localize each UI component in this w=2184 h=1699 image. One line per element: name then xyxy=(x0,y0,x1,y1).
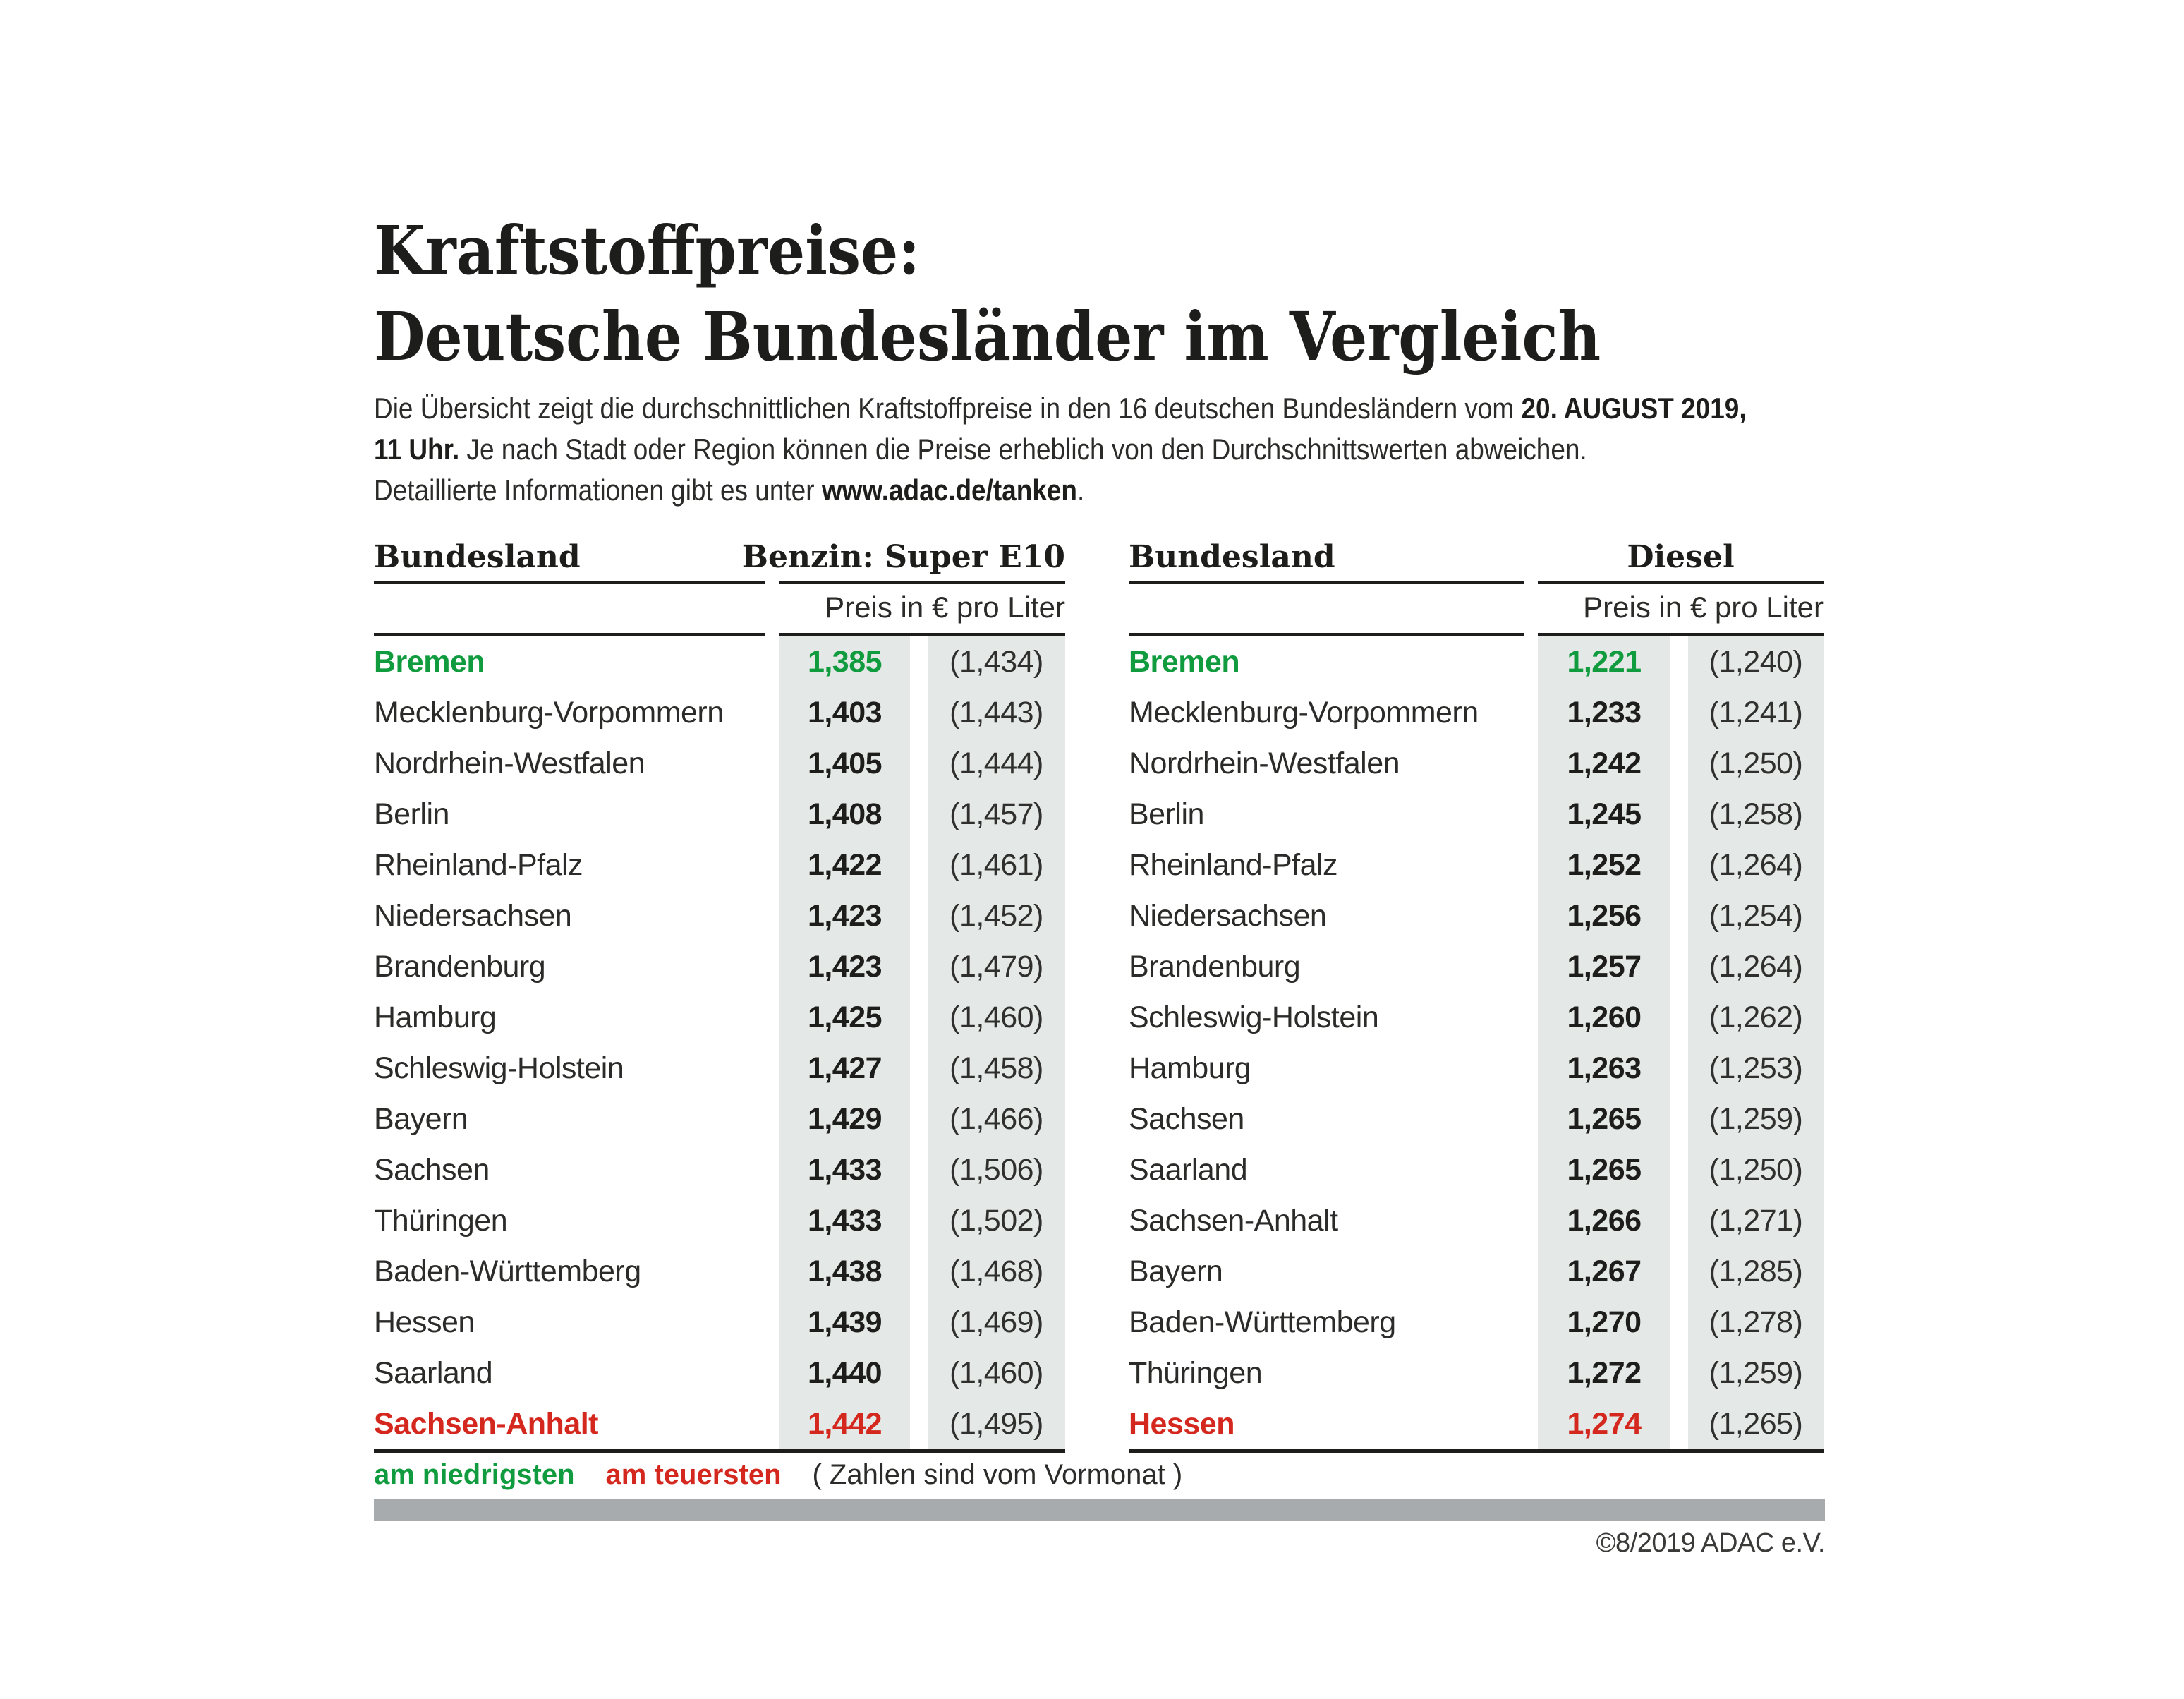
state-name: Mecklenburg-Vorpommern xyxy=(1129,695,1479,730)
current-price: 1,257 xyxy=(1538,941,1670,992)
current-price: 1,267 xyxy=(1538,1246,1670,1297)
current-price: 1,265 xyxy=(1538,1144,1670,1195)
previous-month-price: (1,434) xyxy=(928,636,1065,687)
current-price: 1,272 xyxy=(1538,1348,1670,1398)
diesel-price-unit-label: Preis in € pro Liter xyxy=(1538,584,1824,636)
legend-highest-label: am teuersten xyxy=(605,1459,782,1490)
previous-month-price: (1,271) xyxy=(1688,1195,1824,1246)
state-name: Sachsen-Anhalt xyxy=(1129,1203,1338,1238)
diesel-subheader-spacer xyxy=(1129,584,1524,636)
table-row xyxy=(374,1195,1065,1246)
benzin-state-column-header: Bundesland xyxy=(374,547,765,584)
state-name: Baden-Württemberg xyxy=(374,1254,641,1288)
current-price: 1,403 xyxy=(779,687,910,738)
benzin-table-header xyxy=(374,539,1065,584)
state-name: Saarland xyxy=(374,1355,493,1390)
table-row xyxy=(1129,1043,1824,1094)
previous-month-price: (1,265) xyxy=(1688,1398,1824,1449)
footer-bar xyxy=(374,1499,1825,1521)
table-row xyxy=(374,1246,1065,1297)
previous-month-price: (1,443) xyxy=(928,687,1065,738)
diesel-table xyxy=(1129,539,1824,1453)
previous-month-price: (1,495) xyxy=(928,1398,1065,1449)
previous-month-price: (1,259) xyxy=(1688,1348,1824,1398)
intro-line-2-text: Je nach Stadt oder Region können die Preise erheblich von den Durchschnittswerten abweichen. xyxy=(459,433,1587,466)
state-name: Brandenburg xyxy=(374,949,546,984)
previous-month-price: (1,460) xyxy=(928,1348,1065,1398)
previous-month-price: (1,502) xyxy=(928,1195,1065,1246)
state-name: Schleswig-Holstein xyxy=(374,1051,624,1085)
state-name: Sachsen xyxy=(1129,1101,1244,1136)
previous-month-price: (1,460) xyxy=(928,992,1065,1043)
current-price: 1,405 xyxy=(779,738,910,789)
state-name: Thüringen xyxy=(1129,1355,1263,1390)
table-row xyxy=(374,941,1065,992)
current-price: 1,252 xyxy=(1538,840,1670,890)
previous-month-price: (1,468) xyxy=(928,1246,1065,1297)
previous-month-price: (1,264) xyxy=(1688,941,1824,992)
previous-month-price: (1,458) xyxy=(928,1043,1065,1094)
page-title xyxy=(374,208,1601,380)
state-name: Bayern xyxy=(1129,1254,1223,1288)
diesel-table-header xyxy=(1129,539,1824,584)
state-name: Bremen xyxy=(374,644,485,679)
page-title-line-1: Kraftstoffpreise: xyxy=(374,212,921,290)
intro-line-3 xyxy=(374,470,1747,511)
previous-month-price: (1,241) xyxy=(1688,687,1824,738)
previous-month-price: (1,479) xyxy=(928,941,1065,992)
current-price: 1,429 xyxy=(779,1094,910,1144)
state-name: Bayern xyxy=(374,1101,468,1136)
legend-lowest-label: am niedrigsten xyxy=(374,1459,575,1490)
previous-month-price: (1,452) xyxy=(928,890,1065,941)
table-row xyxy=(374,840,1065,890)
current-price: 1,266 xyxy=(1538,1195,1670,1246)
current-price: 1,425 xyxy=(779,992,910,1043)
table-row xyxy=(1129,738,1824,789)
state-name: Sachsen xyxy=(374,1152,490,1187)
state-name: Rheinland-Pfalz xyxy=(374,847,583,882)
table-row xyxy=(1129,789,1824,840)
table-row xyxy=(1129,1398,1824,1449)
previous-month-price: (1,444) xyxy=(928,738,1065,789)
legend xyxy=(374,1459,1182,1491)
table-row xyxy=(1129,941,1824,992)
intro-line-1 xyxy=(374,388,1747,429)
current-price: 1,274 xyxy=(1538,1398,1670,1449)
intro-date-bold: 20. AUGUST 2019, xyxy=(1521,392,1747,425)
table-row xyxy=(374,738,1065,789)
previous-month-price: (1,250) xyxy=(1688,738,1824,789)
previous-month-price: (1,264) xyxy=(1688,840,1824,890)
current-price: 1,442 xyxy=(779,1398,910,1449)
state-name: Berlin xyxy=(374,797,449,831)
current-price: 1,427 xyxy=(779,1043,910,1094)
current-price: 1,256 xyxy=(1538,890,1670,941)
state-name: Hessen xyxy=(374,1305,475,1339)
previous-month-price: (1,457) xyxy=(928,789,1065,840)
state-name: Niedersachsen xyxy=(374,898,572,933)
current-price: 1,233 xyxy=(1538,687,1670,738)
current-price: 1,440 xyxy=(779,1348,910,1398)
diesel-table-subheader xyxy=(1129,584,1824,636)
previous-month-price: (1,278) xyxy=(1688,1297,1824,1348)
table-row xyxy=(374,636,1065,687)
table-row xyxy=(1129,1144,1824,1195)
state-name: Nordrhein-Westfalen xyxy=(1129,746,1400,780)
diesel-state-column-header: Bundesland xyxy=(1129,547,1524,584)
current-price: 1,221 xyxy=(1538,636,1670,687)
current-price: 1,433 xyxy=(779,1144,910,1195)
current-price: 1,438 xyxy=(779,1246,910,1297)
state-name: Nordrhein-Westfalen xyxy=(374,746,645,780)
state-name: Niedersachsen xyxy=(1129,898,1327,933)
intro-line-3-period: . xyxy=(1077,473,1085,507)
current-price: 1,439 xyxy=(779,1297,910,1348)
table-row xyxy=(374,687,1065,738)
benzin-subheader-spacer xyxy=(374,584,765,636)
state-name: Rheinland-Pfalz xyxy=(1129,847,1338,882)
current-price: 1,422 xyxy=(779,840,910,890)
table-row xyxy=(1129,1195,1824,1246)
state-name: Sachsen-Anhalt xyxy=(374,1406,598,1441)
table-row xyxy=(1129,890,1824,941)
state-name: Mecklenburg-Vorpommern xyxy=(374,695,724,730)
table-row xyxy=(374,789,1065,840)
table-row xyxy=(374,992,1065,1043)
previous-month-price: (1,259) xyxy=(1688,1094,1824,1144)
table-row xyxy=(374,1043,1065,1094)
benzin-table-subheader xyxy=(374,584,1065,636)
diesel-fuel-header: Diesel xyxy=(1538,547,1824,584)
benzin-fuel-header: Benzin: Super E10 xyxy=(779,547,1065,584)
table-row xyxy=(374,1398,1065,1449)
table-row xyxy=(1129,1246,1824,1297)
benzin-table xyxy=(374,539,1065,1453)
current-price: 1,260 xyxy=(1538,992,1670,1043)
state-name: Bremen xyxy=(1129,644,1240,679)
state-name: Hamburg xyxy=(374,1000,497,1034)
current-price: 1,408 xyxy=(779,789,910,840)
previous-month-price: (1,253) xyxy=(1688,1043,1824,1094)
benzin-price-unit-label: Preis in € pro Liter xyxy=(779,584,1065,636)
benzin-table-bottom-rule xyxy=(374,1449,1065,1453)
intro-url: www.adac.de/tanken xyxy=(821,473,1078,507)
table-row xyxy=(1129,992,1824,1043)
table-row xyxy=(374,890,1065,941)
table-row xyxy=(374,1094,1065,1144)
state-name: Hessen xyxy=(1129,1406,1234,1441)
intro-time-bold: 11 Uhr. xyxy=(374,433,460,466)
previous-month-price: (1,461) xyxy=(928,840,1065,890)
current-price: 1,423 xyxy=(779,890,910,941)
previous-month-price: (1,240) xyxy=(1688,636,1824,687)
current-price: 1,245 xyxy=(1538,789,1670,840)
previous-month-price: (1,250) xyxy=(1688,1144,1824,1195)
current-price: 1,423 xyxy=(779,941,910,992)
previous-month-price: (1,285) xyxy=(1688,1246,1824,1297)
state-name: Hamburg xyxy=(1129,1051,1251,1085)
copyright: ©8/2019 ADAC e.V. xyxy=(1596,1528,1825,1558)
current-price: 1,433 xyxy=(779,1195,910,1246)
state-name: Schleswig-Holstein xyxy=(1129,1000,1379,1034)
table-row xyxy=(1129,1297,1824,1348)
diesel-table-body xyxy=(1129,636,1824,1449)
table-row xyxy=(1129,1348,1824,1398)
intro-line-1-text: Die Übersicht zeigt die durchschnittlichen Kraftstoffpreise in den 16 deutschen Bundesländern vom xyxy=(374,392,1522,425)
table-row xyxy=(1129,636,1824,687)
table-row xyxy=(1129,687,1824,738)
benzin-table-body xyxy=(374,636,1065,1449)
previous-month-price: (1,466) xyxy=(928,1094,1065,1144)
current-price: 1,242 xyxy=(1538,738,1670,789)
previous-month-price: (1,262) xyxy=(1688,992,1824,1043)
current-price: 1,265 xyxy=(1538,1094,1670,1144)
table-row xyxy=(1129,840,1824,890)
intro-text xyxy=(374,388,1747,511)
state-name: Baden-Württemberg xyxy=(1129,1305,1396,1339)
table-row xyxy=(374,1348,1065,1398)
previous-month-price: (1,258) xyxy=(1688,789,1824,840)
table-row xyxy=(374,1144,1065,1195)
current-price: 1,385 xyxy=(779,636,910,687)
state-name: Brandenburg xyxy=(1129,949,1301,984)
previous-month-price: (1,506) xyxy=(928,1144,1065,1195)
page-title-line-2: Deutsche Bundesländer im Vergleich xyxy=(374,298,1601,376)
previous-month-price: (1,469) xyxy=(928,1297,1065,1348)
state-name: Berlin xyxy=(1129,797,1204,831)
intro-line-2 xyxy=(374,429,1747,470)
previous-month-price: (1,254) xyxy=(1688,890,1824,941)
state-name: Thüringen xyxy=(374,1203,508,1238)
current-price: 1,270 xyxy=(1538,1297,1670,1348)
table-row xyxy=(1129,1094,1824,1144)
intro-line-3-text: Detaillierte Informationen gibt es unter xyxy=(374,473,822,507)
legend-note: ( Zahlen sind vom Vormonat ) xyxy=(812,1459,1183,1490)
state-name: Saarland xyxy=(1129,1152,1248,1187)
current-price: 1,263 xyxy=(1538,1043,1670,1094)
table-row xyxy=(374,1297,1065,1348)
diesel-table-bottom-rule xyxy=(1129,1449,1824,1453)
